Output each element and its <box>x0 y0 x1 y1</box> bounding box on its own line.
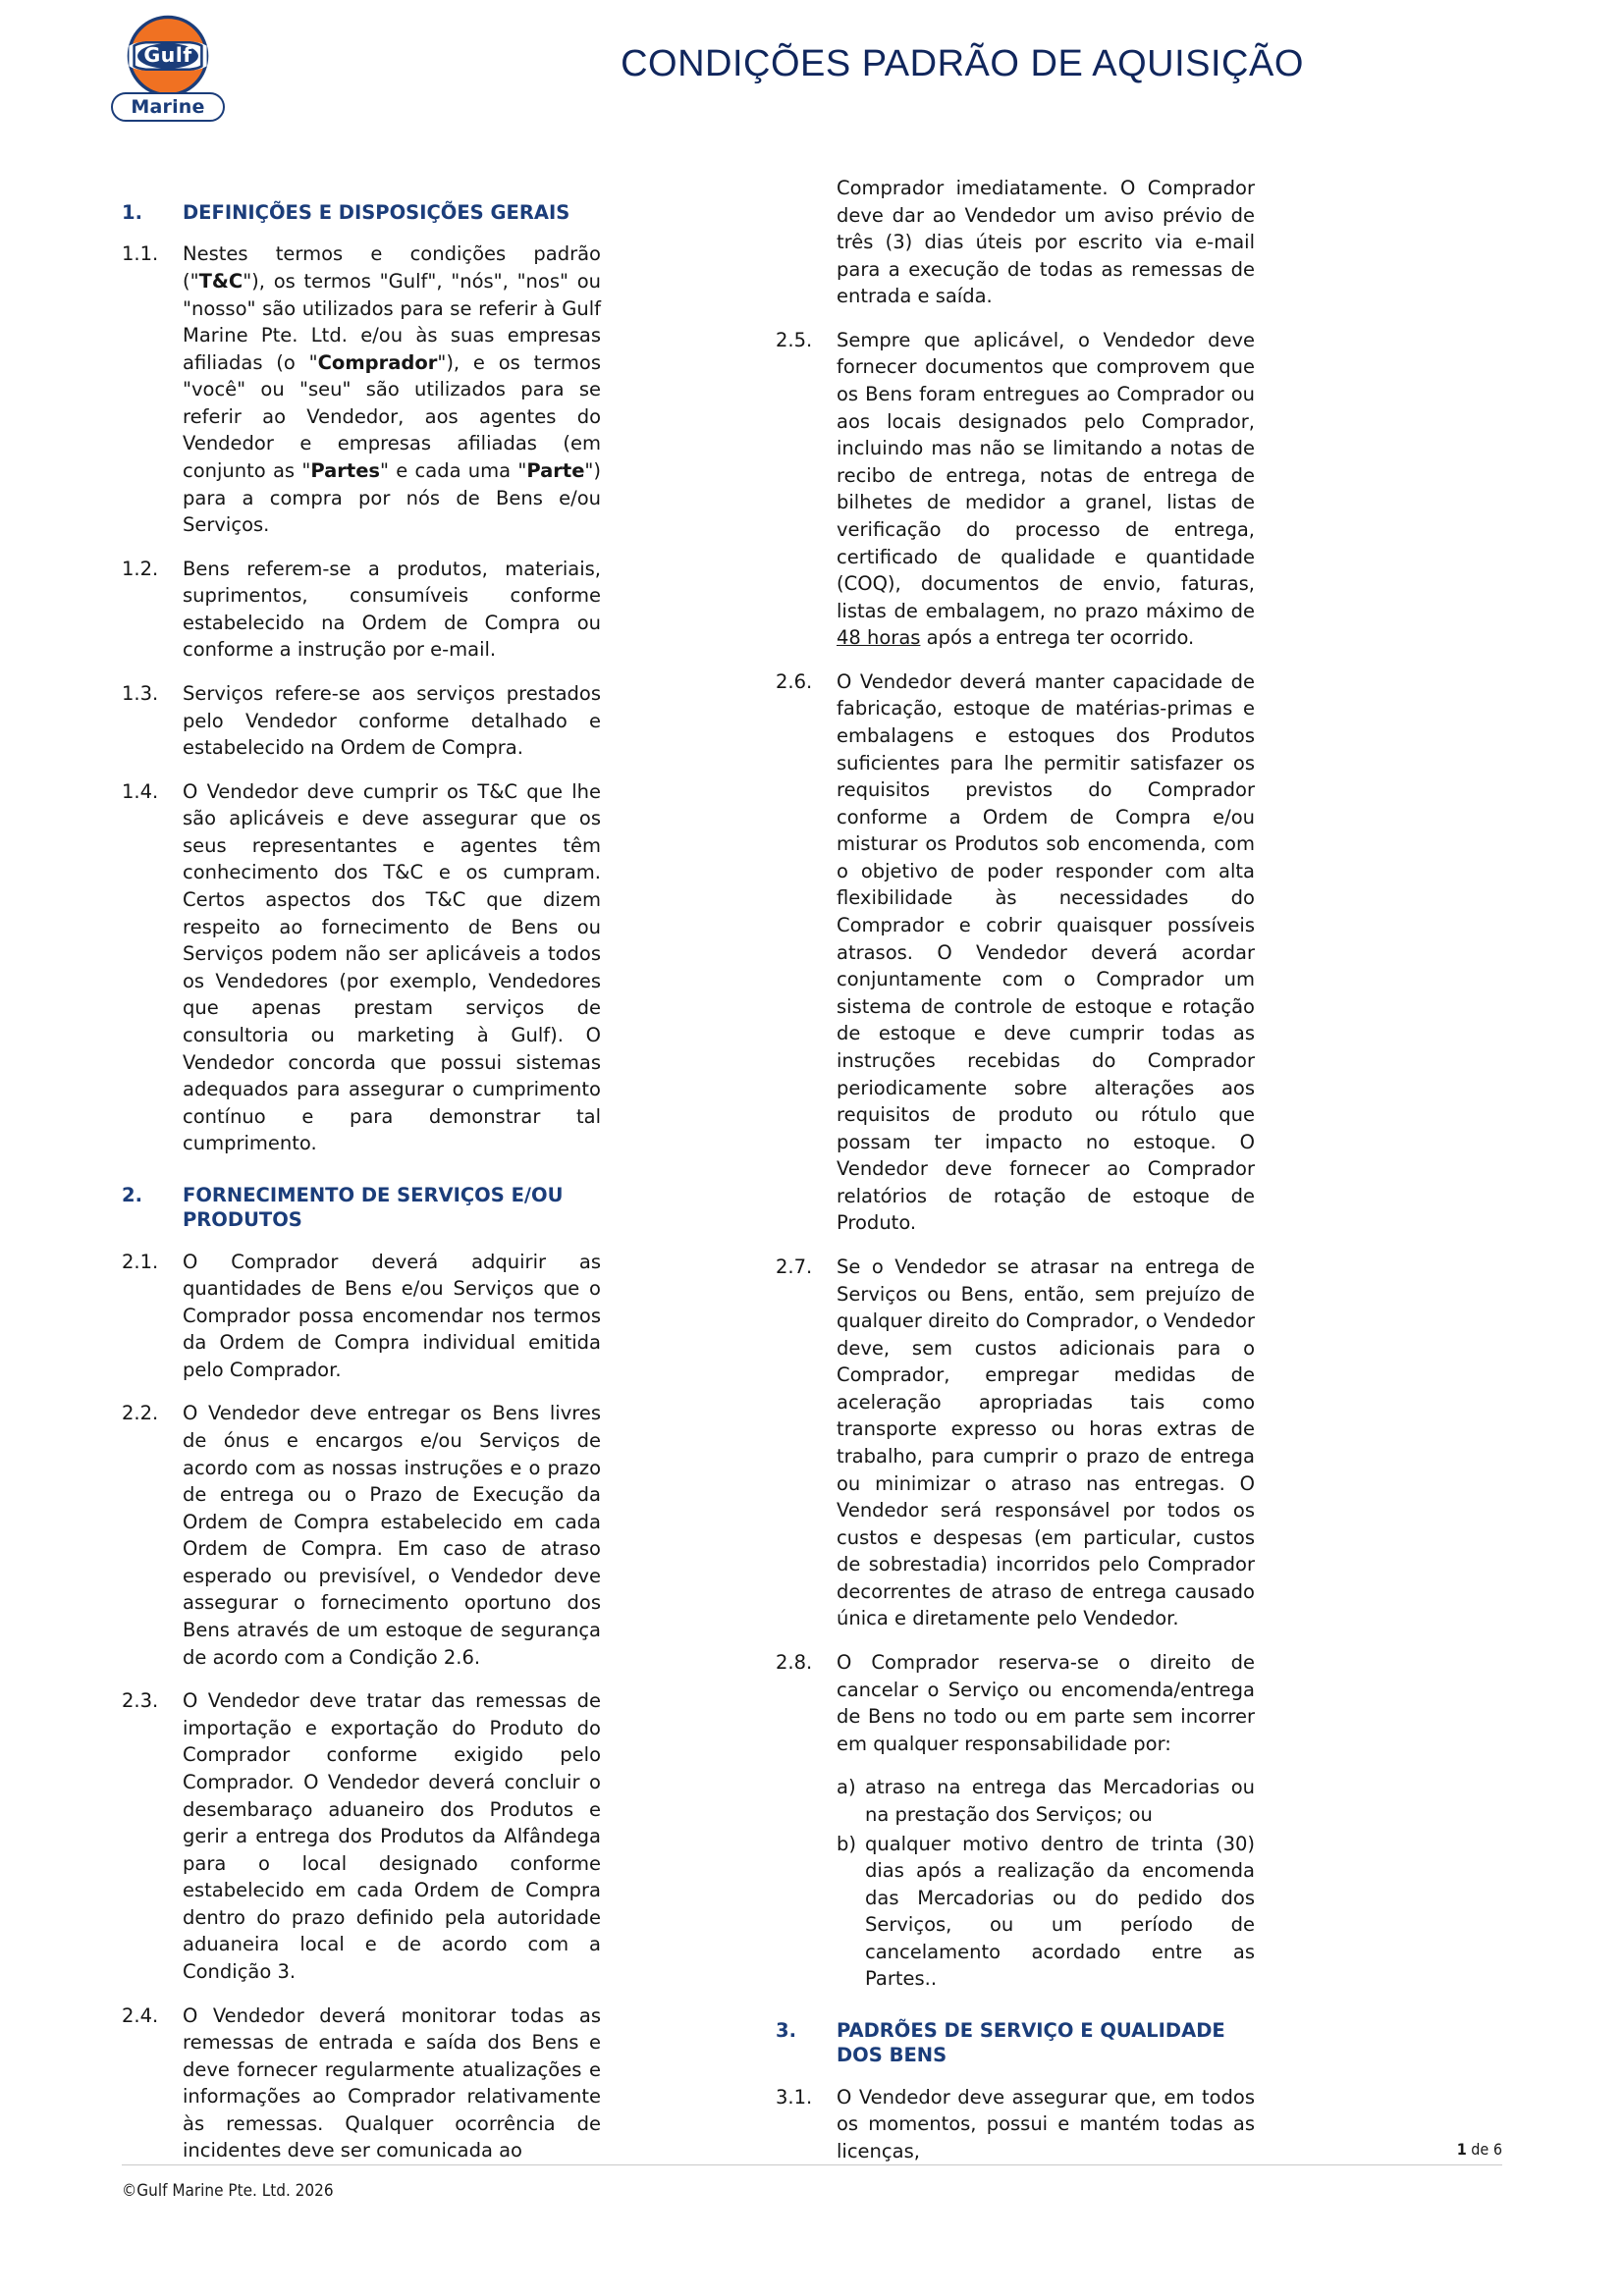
clause-2-4 <box>122 2002 601 2164</box>
section-number: 2. <box>122 1183 142 1206</box>
footer-copyright: ©Gulf Marine Pte. Ltd. 2026 <box>122 2181 334 2201</box>
clause-number: 1.1. <box>122 242 159 266</box>
footer-page-number <box>1457 2140 1502 2159</box>
clause-number: 1.4. <box>122 779 159 803</box>
footer-divider <box>122 2164 1502 2165</box>
clause-number: 2.8. <box>776 1651 813 1675</box>
section-number: 1. <box>122 201 142 224</box>
marine-badge-label: Marine <box>131 95 205 118</box>
clause-1-4 <box>122 778 601 1157</box>
gulf-roundel-icon <box>126 14 210 98</box>
list-item <box>837 1831 1255 1993</box>
list-item-label: a) <box>837 1776 856 1799</box>
clause-number: 3.1. <box>776 2085 813 2109</box>
clause-text: O Vendedor deve tratar das remessas de importação e exportação do Produto do Comprador conforme exigido pelo Comprador. O Vendedor deverá concluir o desembaraço aduaneiro dos Produtos e gerir a entrega dos Produtos da Alfândega para o local designado conforme estabelecido em cada Ordem de Compra dentro do prazo definido pela autoridade aduaneira local e de acordo com a Condição 3. <box>183 1689 601 1983</box>
clause-text: Bens referem-se a produtos, materiais, suprimentos, consumíveis conforme estabelecido na Ordem de Compra ou conforme a instrução por e-mail. <box>183 557 601 662</box>
clause-text: O Vendedor deve entregar os Bens livres de ónus e encargos e/ou Serviços de acordo com as nossas instruções e o prazo de entrega ou o Prazo de Execução da Ordem de Compra estabelecido em cada Ordem de Compra. Em caso de atraso esperado ou previsível, o Vendedor deve assegurar o fornecimento oportuno dos Bens através de um estoque de segurança de acordo com a Condição 2.6. <box>183 1402 601 1669</box>
marine-badge <box>111 92 225 122</box>
clause-number <box>776 175 837 310</box>
list-item-text: atraso na entrega das Mercadorias ou na prestação dos Serviços; ou <box>865 1776 1255 1826</box>
clause-2-5 <box>776 327 1255 652</box>
page-title: CONDIÇÕES PADRÃO DE AQUISIÇÃO <box>621 43 1304 84</box>
clause-text: O Vendedor deverá manter capacidade de fabricação, estoque de matérias-primas e embalagens e estoques dos Produtos suficientes para lhe permitir satisfazer os requisitos previstos do Comprador conforme a Ordem de Compra e/ou misturar os Produtos sob encomenda, com o objetivo de poder responder com alta flexibilidade às necessidades do Comprador e cobrir quaisquer possíveis atrasos. O Vendedor deverá acordar conjuntamente com o Comprador um sistema de controle de estoque e rotação de estoque e deve cumprir todas as instruções recebidas do Comprador periodicamente sobre alterações aos requisitos de produto ou rótulo que possam ter impacto no estoque. O Vendedor deve fornecer ao Comprador relatórios de rotação de estoque de Produto. <box>837 669 1255 1235</box>
clause-text: Serviços refere-se aos serviços prestados pelo Vendedor conforme detalhado e estabelecido na Ordem de Compra. <box>183 682 601 760</box>
clause-number: 2.7. <box>776 1255 813 1278</box>
clause-2-8-sublist <box>837 1774 1255 1993</box>
clause-number: 2.1. <box>122 1250 159 1273</box>
clause-text: O Vendedor deve cumprir os T&C que lhe são aplicáveis e deve assegurar que os seus representantes e agentes têm conhecimento dos T&C e os cumpram. Certos aspectos dos T&C que dizem respeito ao fornecimento de Bens ou Serviços podem não ser aplicáveis a todos os Vendedores (por exemplo, Vendedores que apenas prestam serviços de consultoria ou marketing à Gulf). O Vendedor concorda que possui sistemas adequados para assegurar o cumprimento contínuo e para demonstrar tal cumprimento. <box>183 779 601 1155</box>
clause-1-2 <box>122 556 601 664</box>
section-heading-2 <box>122 1183 601 1233</box>
clause-text: O Comprador deverá adquirir as quantidades de Bens e/ou Serviços que o Comprador possa encomendar nos termos da Ordem de Compra individual emitida pelo Comprador. <box>183 1250 601 1381</box>
clause-text: Se o Vendedor se atrasar na entrega de Serviços ou Bens, então, sem prejuízo de qualquer direito do Comprador, o Vendedor deve, sem custos adicionais para o Comprador, empregar medidas de aceleração apropriadas tais como transporte expresso ou horas extras de trabalho, para cumprir o prazo de entrega ou minimizar o atraso nas entregas. O Vendedor será responsável por todos os custos e despesas (em particular, custos de sobrestadia) incorridos pelo Comprador decorrentes de atraso de entrega causado única e diretamente pelo Vendedor. <box>837 1255 1255 1630</box>
clause-text: O Vendedor deve assegurar que, em todos os momentos, possui e mantém todas as licenças, <box>837 2085 1255 2163</box>
clause-2-8 <box>776 1649 1255 1757</box>
clause-number: 1.2. <box>122 557 159 580</box>
list-item-label: b) <box>837 1832 856 1855</box>
section-heading-1 <box>122 200 601 225</box>
clause-text: Comprador imediatamente. O Comprador deve dar ao Vendedor um aviso prévio de três (3) dias úteis por escrito via e-mail para a execução de todas as remessas de entrada e saída. <box>837 177 1255 308</box>
svg-text:Gulf: Gulf <box>143 43 192 68</box>
section-title: FORNECIMENTO DE SERVIÇOS E/OU PRODUTOS <box>183 1183 564 1232</box>
clause-text: Sempre que aplicável, o Vendedor deve fornecer documentos que comprovem que os Bens foram entregues ao Comprador ou aos locais designados pelo Comprador, incluindo mas não se limitando a notas de recibo de entrega, notas de entrega de bilhetes de medidor a granel, listas de verificação do processo de entrega, certificado de qualidade e quantidade (COQ), documentos de envio, faturas, listas de embalagem, no prazo máximo de 48 horas após a entrega ter ocorrido. <box>837 328 1255 650</box>
clause-number: 2.5. <box>776 328 813 351</box>
clause-number: 2.3. <box>122 1689 159 1713</box>
section-heading-3 <box>776 2018 1255 2068</box>
page-number-current: 1 <box>1456 2140 1467 2159</box>
clause-number: 1.3. <box>122 682 159 706</box>
clause-2-3 <box>122 1687 601 1985</box>
clause-text: O Comprador reserva-se o direito de cancelar o Serviço ou encomenda/entrega de Bens no todo ou em parte sem incorrer em qualquer responsabilidade por: <box>837 1651 1255 1755</box>
clause-1-3 <box>122 680 601 762</box>
clause-1-1 <box>122 240 601 538</box>
list-item-text: qualquer motivo dentro de trinta (30) dias após a realização da encomenda das Mercadorias ou do pedido dos Serviços, ou um período de cancelamento acordado entre as Partes.. <box>865 1832 1255 1991</box>
gulf-marine-logo <box>104 14 232 120</box>
clause-2-1 <box>122 1249 601 1384</box>
clause-2-4-continuation <box>776 175 1255 310</box>
list-item <box>837 1774 1255 1828</box>
clause-number: 2.4. <box>122 2003 159 2027</box>
left-column <box>122 175 601 2181</box>
page-number-total: de 6 <box>1466 2140 1502 2159</box>
clause-number: 2.2. <box>122 1402 159 1425</box>
page-header <box>0 0 1624 126</box>
section-title: DEFINIÇÕES E DISPOSIÇÕES GERAIS <box>183 201 570 224</box>
clause-2-7 <box>776 1254 1255 1632</box>
section-number: 3. <box>776 2019 796 2042</box>
clause-2-2 <box>122 1400 601 1671</box>
clause-text: O Vendedor deverá monitorar todas as remessas de entrada e saída dos Bens e deve fornecer regularmente atualizações e informações ao Comprador relativamente às remessas. Qualquer ocorrência de incidentes deve ser comunicada ao <box>183 2003 601 2163</box>
clause-number: 2.6. <box>776 669 813 693</box>
clause-3-1 <box>776 2084 1255 2165</box>
right-column <box>776 175 1255 2181</box>
clause-text: Nestes termos e condições padrão ("T&C"), os termos "Gulf", "nós", "nos" ou "nosso" são utilizados para se referir à Gulf Marine Pte. Ltd. e/ou às suas empresas afiliadas (o "Comprador"), e os termos "você" ou "seu" são utilizados para se referir ao Vendedor, aos agentes do Vendedor e empresas afiliadas (em conjunto as "Partes" e cada uma "Parte") para a compra por nós de Bens e/ou Serviços. <box>183 242 601 537</box>
section-title: PADRÕES DE SERVIÇO E QUALIDADE DOS BENS <box>837 2019 1225 2067</box>
clause-2-6 <box>776 668 1255 1237</box>
